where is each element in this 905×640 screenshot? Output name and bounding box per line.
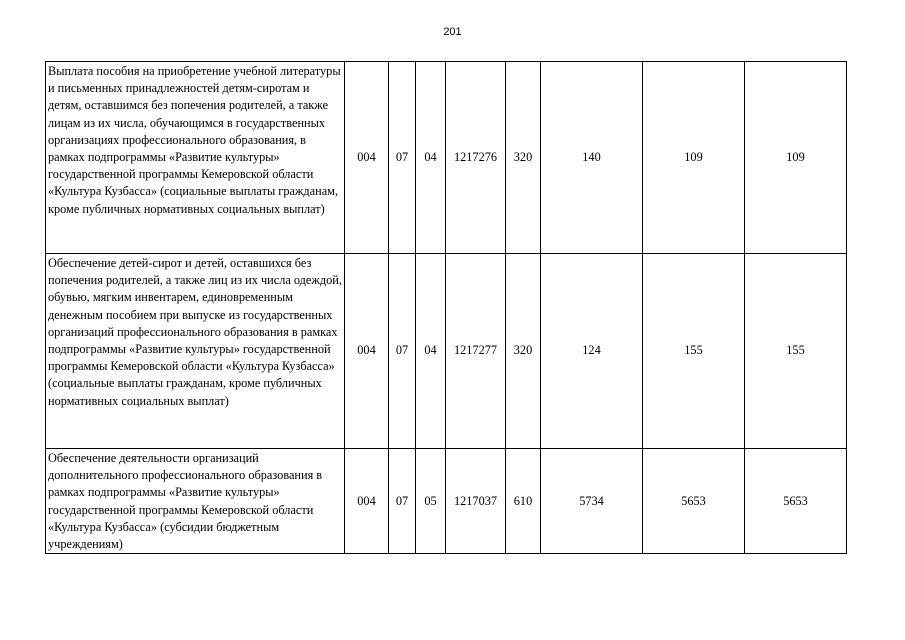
amount-year-1: 5734 xyxy=(541,449,643,554)
ministry-code: 004 xyxy=(345,62,389,254)
expense-type-code: 320 xyxy=(506,62,541,254)
amount-year-3: 155 xyxy=(745,254,847,449)
table-row xyxy=(46,449,847,554)
row-description: Обеспечение деятельности организаций дополнительного профессионального образования в рамках подпрограммы «Развитие культуры» государственной программы Кемеровской области «Культура Кузбасса» (субсидии бюджетным учреждениям) xyxy=(46,449,345,554)
subsection-code: 05 xyxy=(416,449,446,554)
row-description: Обеспечение детей-сирот и детей, оставшихся без попечения родителей, а также лиц из их числа одеждой, обувью, мягким инвентарем, единовременным денежным пособием при выпуске из государственных организаций профессионального образования в рамках подпрограммы «Развитие культуры» государственной программы Кемеровской области «Культура Кузбасса» (социальные выплаты гражданам, кроме публичных нормативных социальных выплат) xyxy=(46,254,345,449)
budget-table xyxy=(45,61,847,554)
row-description: Выплата пособия на приобретение учебной литературы и письменных принадлежностей детям-сиротам и детям, оставшимся без попечения родителей, а также лицам из их числа, обучающимся в государственных организациях профессионального образования, в рамках подпрограммы «Развитие культуры» государственной программы Кемеровской области «Культура Кузбасса» (социальные выплаты гражданам, кроме публичных нормативных социальных выплат) xyxy=(46,62,345,254)
amount-year-2: 155 xyxy=(643,254,745,449)
amount-year-2: 109 xyxy=(643,62,745,254)
expense-type-code: 320 xyxy=(506,254,541,449)
subsection-code: 04 xyxy=(416,254,446,449)
target-article-code: 1217277 xyxy=(446,254,506,449)
target-article-code: 1217276 xyxy=(446,62,506,254)
table-row xyxy=(46,254,847,449)
section-code: 07 xyxy=(389,254,416,449)
expense-type-code: 610 xyxy=(506,449,541,554)
ministry-code: 004 xyxy=(345,449,389,554)
table-row xyxy=(46,62,847,254)
amount-year-2: 5653 xyxy=(643,449,745,554)
amount-year-1: 140 xyxy=(541,62,643,254)
target-article-code: 1217037 xyxy=(446,449,506,554)
section-code: 07 xyxy=(389,62,416,254)
section-code: 07 xyxy=(389,449,416,554)
amount-year-3: 109 xyxy=(745,62,847,254)
ministry-code: 004 xyxy=(345,254,389,449)
amount-year-1: 124 xyxy=(541,254,643,449)
page-number: 201 xyxy=(443,26,462,38)
subsection-code: 04 xyxy=(416,62,446,254)
amount-year-3: 5653 xyxy=(745,449,847,554)
